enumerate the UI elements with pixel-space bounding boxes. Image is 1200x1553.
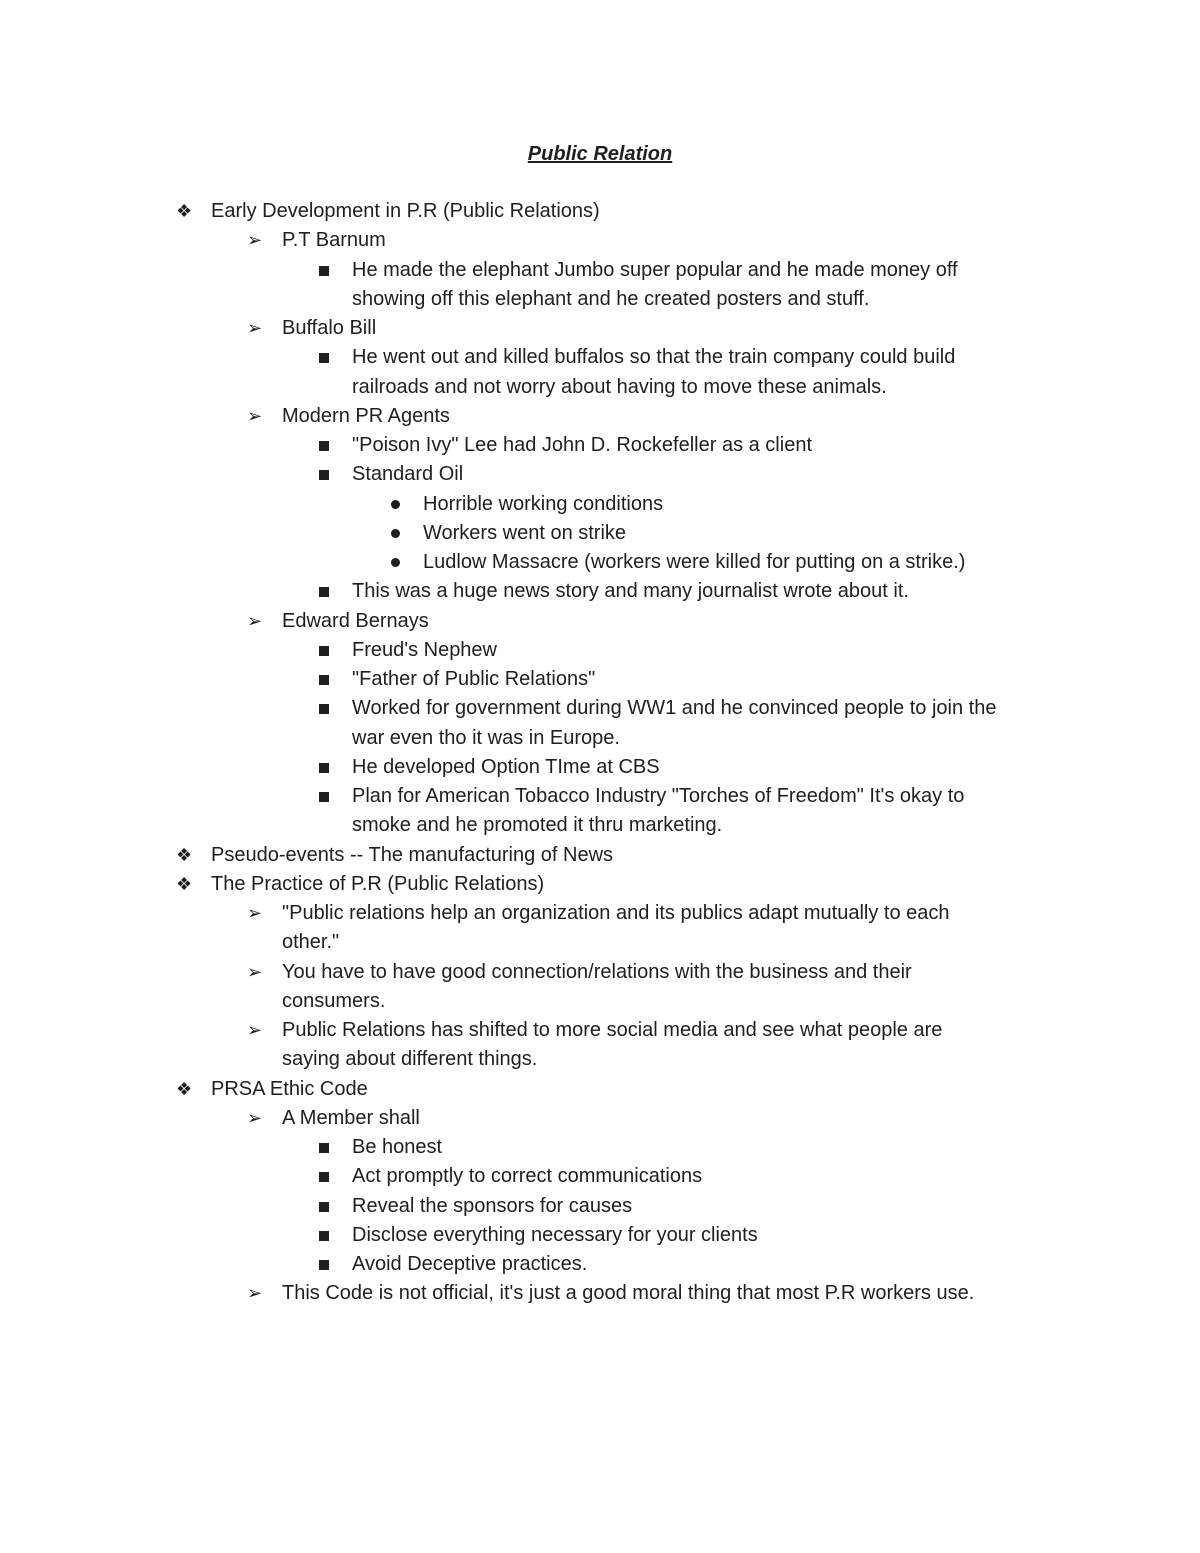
arrow-bullet-icon: ➢ (247, 1283, 263, 1304)
list-item-text: Act promptly to correct communications (352, 1165, 703, 1188)
list-item-text: Buffalo Bill (282, 317, 377, 339)
list-item-text: Modern PR Agents (282, 404, 450, 427)
list-item-text: showing off this elephant and he created posters and stuff. (352, 287, 870, 310)
arrow-bullet-icon: ➢ (247, 1020, 263, 1040)
square-bullet-icon (319, 1202, 329, 1212)
list-item-text: "Poison Ivy" Lee had John D. Rockefeller as a client (352, 434, 812, 456)
list-item-text: other." (282, 931, 340, 954)
square-bullet-icon (319, 266, 329, 276)
list-item-text: He developed Option TIme at CBS (352, 755, 660, 778)
list-item-text: He made the elephant Jumbo super popular and he made money off (352, 258, 958, 281)
list-item-text: Edward Bernays (282, 609, 429, 632)
diamond-bullet-icon: ❖ (176, 1078, 193, 1099)
square-bullet-icon (319, 792, 329, 802)
list-item-text: Freud's Nephew (352, 638, 497, 661)
page-title: Public Relation (527, 143, 673, 165)
list-item-text: Worked for government during WW1 and he convinced people to join the (352, 697, 997, 720)
list-item-text: railroads and not worry about having to move these animals. (352, 375, 887, 398)
square-bullet-icon (319, 1231, 329, 1241)
arrow-bullet-icon: ➢ (247, 1107, 263, 1128)
square-bullet-icon (319, 587, 329, 597)
list-item-text: Be honest (352, 1136, 443, 1158)
list-item-text: This was a huge news story and many journalist wrote about it. (352, 580, 909, 603)
diamond-bullet-icon: ❖ (176, 873, 193, 894)
round-bullet-icon (391, 529, 400, 538)
diamond-bullet-icon: ❖ (176, 844, 193, 865)
list-item-text: Avoid Deceptive practices. (352, 1253, 588, 1275)
round-bullet-icon (391, 558, 400, 567)
square-bullet-icon (319, 353, 329, 363)
list-item-text: "Father of Public Relations" (352, 668, 596, 690)
list-item-text: Reveal the sponsors for causes (352, 1194, 633, 1217)
arrow-bullet-icon: ➢ (247, 405, 263, 426)
square-bullet-icon (319, 763, 329, 773)
list-item-text: smoke and he promoted it thru marketing. (352, 814, 723, 837)
list-item-text: P.T Barnum (282, 229, 386, 252)
list-item-text: The Practice of P.R (Public Relations) (211, 872, 545, 895)
list-item-text: PRSA Ethic Code (211, 1077, 368, 1100)
list-item-text: consumers. (282, 989, 386, 1012)
list-item-text: Horrible working conditions (423, 492, 664, 515)
list-item-text: Disclose everything necessary for your clients (352, 1223, 758, 1246)
list-item-text: Public Relations has shifted to more social media and see what people are (282, 1019, 943, 1041)
list-item-text: He went out and killed buffalos so that the train company could build (352, 346, 956, 369)
square-bullet-icon (319, 675, 329, 685)
arrow-bullet-icon: ➢ (247, 610, 263, 631)
list-item-text: Pseudo-events -- The manufacturing of News (211, 843, 614, 866)
list-item-text: war even tho it was in Europe. (352, 726, 620, 749)
list-item-text: A Member shall (282, 1106, 420, 1129)
square-bullet-icon (319, 1260, 329, 1270)
list-item-text: Standard Oil (352, 463, 464, 486)
list-item-text: Plan for American Tobacco Industry "Torches of Freedom" It's okay to (352, 785, 965, 807)
list-item-text: This Code is not official, it's just a good moral thing that most P.R workers use. (282, 1282, 975, 1305)
list-item-text: Workers went on strike (423, 521, 627, 544)
diamond-bullet-icon: ❖ (176, 201, 193, 221)
arrow-bullet-icon: ➢ (247, 961, 263, 982)
square-bullet-icon (319, 470, 329, 480)
list-item-text: "Public relations help an organization and its publics adapt mutually to each (282, 902, 950, 924)
list-item-text: saying about different things. (282, 1048, 538, 1071)
square-bullet-icon (319, 646, 329, 656)
square-bullet-icon (319, 1143, 329, 1153)
list-item-text: Ludlow Massacre (workers were killed for putting on a strike.) (423, 551, 966, 573)
square-bullet-icon (319, 441, 329, 451)
arrow-bullet-icon: ➢ (247, 903, 263, 923)
square-bullet-icon (319, 704, 329, 714)
list-item-text: Early Development in P.R (Public Relations) (211, 200, 600, 222)
arrow-bullet-icon: ➢ (247, 318, 263, 338)
list-item-text: You have to have good connection/relations with the business and their (282, 960, 912, 983)
round-bullet-icon (391, 500, 400, 509)
square-bullet-icon (319, 1172, 329, 1182)
arrow-bullet-icon: ➢ (247, 230, 263, 251)
